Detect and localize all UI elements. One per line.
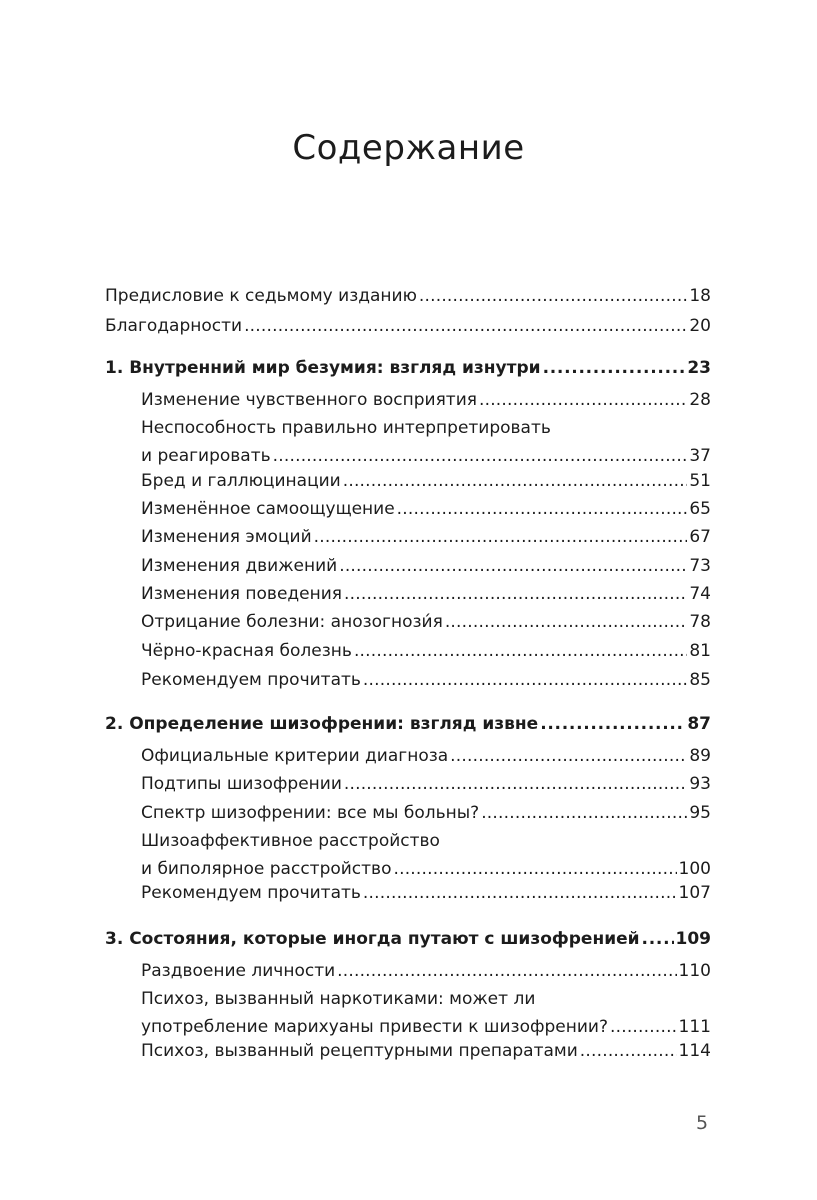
toc-page-number: 93 <box>689 774 711 794</box>
toc-page-number: 111 <box>678 1017 711 1037</box>
toc-chapter <box>105 710 711 738</box>
toc-section-title: Изменение чувственного восприятия <box>141 390 477 410</box>
dot-leader <box>397 495 688 523</box>
dot-leader <box>343 467 688 495</box>
toc-section-title: Изменения поведения <box>141 584 343 604</box>
dot-leader <box>540 710 685 738</box>
dot-leader <box>314 523 688 551</box>
dot-leader <box>344 770 687 798</box>
toc-chapter-title: 3. Состояния, которые иногда путают с шизофренией <box>105 929 640 949</box>
dot-leader <box>244 312 687 340</box>
toc-section <box>141 467 711 495</box>
toc-section-title: Рекомендуем прочитать <box>141 883 361 903</box>
toc-section-title: и реагировать <box>141 446 271 466</box>
toc-page-number: 95 <box>689 803 711 823</box>
toc-page-number: 89 <box>689 746 711 766</box>
toc-page-number: 74 <box>689 584 711 604</box>
dot-leader <box>337 957 676 985</box>
toc-section-title: Спектр шизофрении: все мы больны? <box>141 803 480 823</box>
toc-page-number: 28 <box>689 390 711 410</box>
toc-page-number: 18 <box>689 286 711 306</box>
dot-leader <box>481 799 687 827</box>
toc-section-title: Подтипы шизофрении <box>141 774 342 794</box>
toc-section-title: Отрицание болезни: анозогнози́я <box>141 612 443 632</box>
toc-section <box>141 827 711 883</box>
toc-section-title: Изменённое самоощущение <box>141 499 395 519</box>
toc-page-number: 37 <box>689 446 711 466</box>
toc-section <box>141 770 711 798</box>
toc-section-title: Изменения эмоций <box>141 527 312 547</box>
toc-entry-title: Благодарности <box>105 316 243 336</box>
toc-section-title: Бред и галлюцинации <box>141 471 341 491</box>
toc-page-number: 73 <box>689 556 711 576</box>
dot-leader <box>580 1037 677 1065</box>
toc-chapter <box>105 925 711 953</box>
toc-page-number: 81 <box>689 641 711 661</box>
toc-section-title: Раздвоение личности <box>141 961 336 981</box>
toc-page-number: 114 <box>678 1041 711 1061</box>
toc-section-title: Официальные критерии диагноза <box>141 746 449 766</box>
toc-section <box>141 957 711 985</box>
dot-leader <box>339 552 687 580</box>
toc-section <box>141 1037 711 1065</box>
toc-section <box>141 414 711 470</box>
toc-section <box>141 637 711 665</box>
toc-page-number: 23 <box>687 358 711 378</box>
toc-section <box>141 386 711 414</box>
toc-page-number: 110 <box>678 961 711 981</box>
toc-section-title-line1: Психоз, вызванный наркотиками: может ли <box>141 989 536 1009</box>
page-title: Содержание <box>292 128 525 168</box>
toc-section-title: и биполярное расстройство <box>141 859 392 879</box>
toc-section <box>141 879 711 907</box>
toc-page-number: 87 <box>687 714 711 734</box>
dot-leader <box>344 580 687 608</box>
toc-section <box>141 608 711 636</box>
toc-section <box>141 666 711 694</box>
dot-leader <box>450 742 687 770</box>
dot-leader <box>354 637 687 665</box>
table-of-contents <box>105 0 711 1200</box>
toc-page-number: 67 <box>689 527 711 547</box>
toc-page-number: 85 <box>689 670 711 690</box>
dot-leader <box>642 925 674 953</box>
toc-chapter-title: 2. Определение шизофрении: взгляд извне <box>105 714 539 734</box>
toc-section-title-line1: Шизоаффективное расстройство <box>141 831 440 851</box>
dot-leader <box>419 282 687 310</box>
toc-page-number: 51 <box>689 471 711 491</box>
toc-section <box>141 799 711 827</box>
toc-section <box>141 495 711 523</box>
toc-section-title: Рекомендуем прочитать <box>141 670 361 690</box>
dot-leader <box>363 666 687 694</box>
toc-section <box>141 552 711 580</box>
toc-section <box>141 742 711 770</box>
toc-section-title: Изменения движений <box>141 556 338 576</box>
toc-section <box>141 580 711 608</box>
toc-section <box>141 523 711 551</box>
toc-chapter-title: 1. Внутренний мир безумия: взгляд изнутри <box>105 358 541 378</box>
toc-chapter <box>105 354 711 382</box>
toc-entry <box>105 282 711 310</box>
dot-leader <box>543 354 686 382</box>
toc-page-number: 109 <box>675 929 711 949</box>
toc-section-title: Психоз, вызванный рецептурными препаратами <box>141 1041 578 1061</box>
toc-section-title: употребление марихуаны привести к шизофрении? <box>141 1017 608 1037</box>
dot-leader <box>363 879 677 907</box>
toc-page-number: 65 <box>689 499 711 519</box>
dot-leader <box>479 386 687 414</box>
page-number-folio: 5 <box>696 1112 709 1134</box>
toc-page-number: 20 <box>689 316 711 336</box>
toc-entry <box>105 312 711 340</box>
toc-page-number: 100 <box>678 859 711 879</box>
toc-entry-title: Предисловие к седьмому изданию <box>105 286 417 306</box>
toc-section <box>141 985 711 1041</box>
toc-page-number: 107 <box>678 883 711 903</box>
toc-section-title: Чёрно-красная болезнь <box>141 641 352 661</box>
toc-page-number: 78 <box>689 612 711 632</box>
dot-leader <box>273 442 688 470</box>
toc-section-title-line1: Неспособность правильно интерпретировать <box>141 418 551 438</box>
dot-leader <box>445 608 688 636</box>
